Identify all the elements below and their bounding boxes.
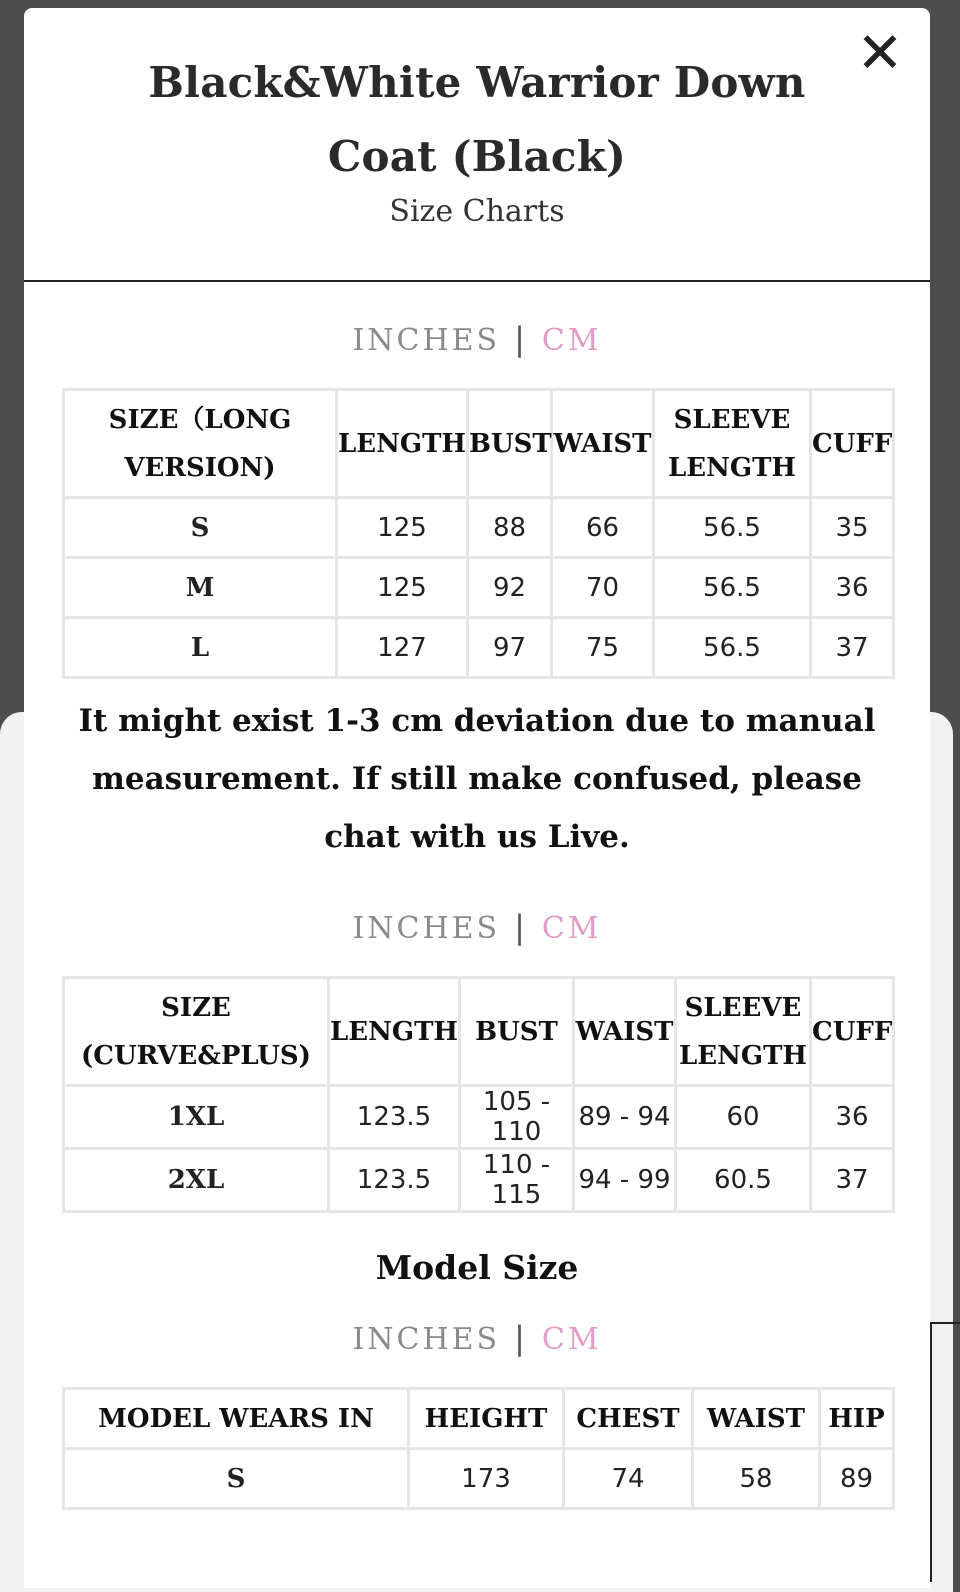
table-cell: 94 - 99: [574, 1149, 676, 1212]
column-header: CHEST: [564, 1389, 693, 1449]
table-cell: 58: [693, 1449, 820, 1509]
table-cell: 56.5: [654, 618, 811, 678]
table-cell: 127: [337, 618, 468, 678]
deviation-note: It might exist 1-3 cm deviation due to manual measurement. If still make confused, please chat with us Live.: [78, 703, 876, 855]
table-cell: 70: [552, 558, 654, 618]
unit-separator: |: [514, 1319, 528, 1357]
column-header: SLEEVE LENGTH: [654, 390, 811, 498]
table-cell: 89 - 94: [574, 1086, 676, 1149]
close-icon[interactable]: ✕: [856, 21, 904, 86]
table-cell: M: [64, 558, 337, 618]
table-cell: 105 - 110: [460, 1086, 574, 1149]
table-cell: 56.5: [654, 498, 811, 558]
cm-tab[interactable]: CM: [541, 323, 602, 358]
table-cell: 2XL: [64, 1149, 329, 1212]
table-cell: 123.5: [329, 1149, 460, 1212]
table-row: [64, 558, 894, 618]
table-cell: 35: [811, 498, 894, 558]
size-chart-modal: [24, 8, 930, 1588]
size-table-curve-plus: [62, 976, 895, 1213]
column-header: LENGTH: [329, 978, 460, 1086]
inches-tab[interactable]: INCHES: [352, 911, 501, 946]
table-row: [64, 1149, 894, 1212]
table-header-row: [64, 1389, 894, 1449]
column-header: SLEEVE LENGTH: [676, 978, 811, 1086]
table-cell: 66: [552, 498, 654, 558]
size-table-long-version: [62, 388, 895, 679]
table-cell: 60: [676, 1086, 811, 1149]
table-cell: 125: [337, 558, 468, 618]
unit-toggle: [24, 1319, 930, 1357]
column-header: LENGTH: [337, 390, 468, 498]
column-header: MODEL WEARS IN: [64, 1389, 409, 1449]
background-panel-edge: [930, 1322, 960, 1582]
table-cell: S: [64, 1449, 409, 1509]
table-row: [64, 618, 894, 678]
column-header: WAIST: [693, 1389, 820, 1449]
table-cell: 110 - 115: [460, 1149, 574, 1212]
unit-separator: |: [514, 320, 528, 358]
column-header: SIZE (CURVE&PLUS): [64, 978, 329, 1086]
table-cell: 125: [337, 498, 468, 558]
table-row: [64, 498, 894, 558]
table-cell: 37: [811, 1149, 894, 1212]
column-header: BUST: [468, 390, 552, 498]
column-header: HIP: [820, 1389, 894, 1449]
table-row: [64, 1449, 894, 1509]
table-header-row: [64, 390, 894, 498]
column-header: BUST: [460, 978, 574, 1086]
inches-tab[interactable]: INCHES: [352, 1322, 501, 1357]
cm-tab[interactable]: CM: [541, 911, 602, 946]
column-header: CUFF: [811, 978, 894, 1086]
size-charts-subtitle: Size Charts: [389, 194, 565, 229]
table-header-row: [64, 978, 894, 1086]
table-cell: 1XL: [64, 1086, 329, 1149]
model-size-title: Model Size: [375, 1248, 579, 1287]
table-cell: 36: [811, 1086, 894, 1149]
table-cell: 89: [820, 1449, 894, 1509]
column-header: WAIST: [552, 390, 654, 498]
column-header: HEIGHT: [409, 1389, 564, 1449]
unit-toggle: [24, 320, 930, 358]
table-cell: 36: [811, 558, 894, 618]
table-cell: L: [64, 618, 337, 678]
table-cell: 173: [409, 1449, 564, 1509]
unit-toggle: [24, 908, 930, 946]
modal-header: [24, 8, 930, 282]
column-header: SIZE（LONG VERSION): [64, 390, 337, 498]
table-cell: 92: [468, 558, 552, 618]
cm-tab[interactable]: CM: [541, 1322, 602, 1357]
column-header: CUFF: [811, 390, 894, 498]
column-header: WAIST: [574, 978, 676, 1086]
table-cell: 97: [468, 618, 552, 678]
unit-separator: |: [514, 908, 528, 946]
table-cell: 60.5: [676, 1149, 811, 1212]
table-cell: 75: [552, 618, 654, 678]
model-size-table: [62, 1387, 895, 1510]
table-cell: 74: [564, 1449, 693, 1509]
table-cell: S: [64, 498, 337, 558]
table-row: [64, 1086, 894, 1149]
product-title: Black&White Warrior Down Coat (Black): [148, 58, 806, 181]
inches-tab[interactable]: INCHES: [352, 323, 501, 358]
table-cell: 123.5: [329, 1086, 460, 1149]
table-cell: 88: [468, 498, 552, 558]
table-cell: 37: [811, 618, 894, 678]
table-cell: 56.5: [654, 558, 811, 618]
